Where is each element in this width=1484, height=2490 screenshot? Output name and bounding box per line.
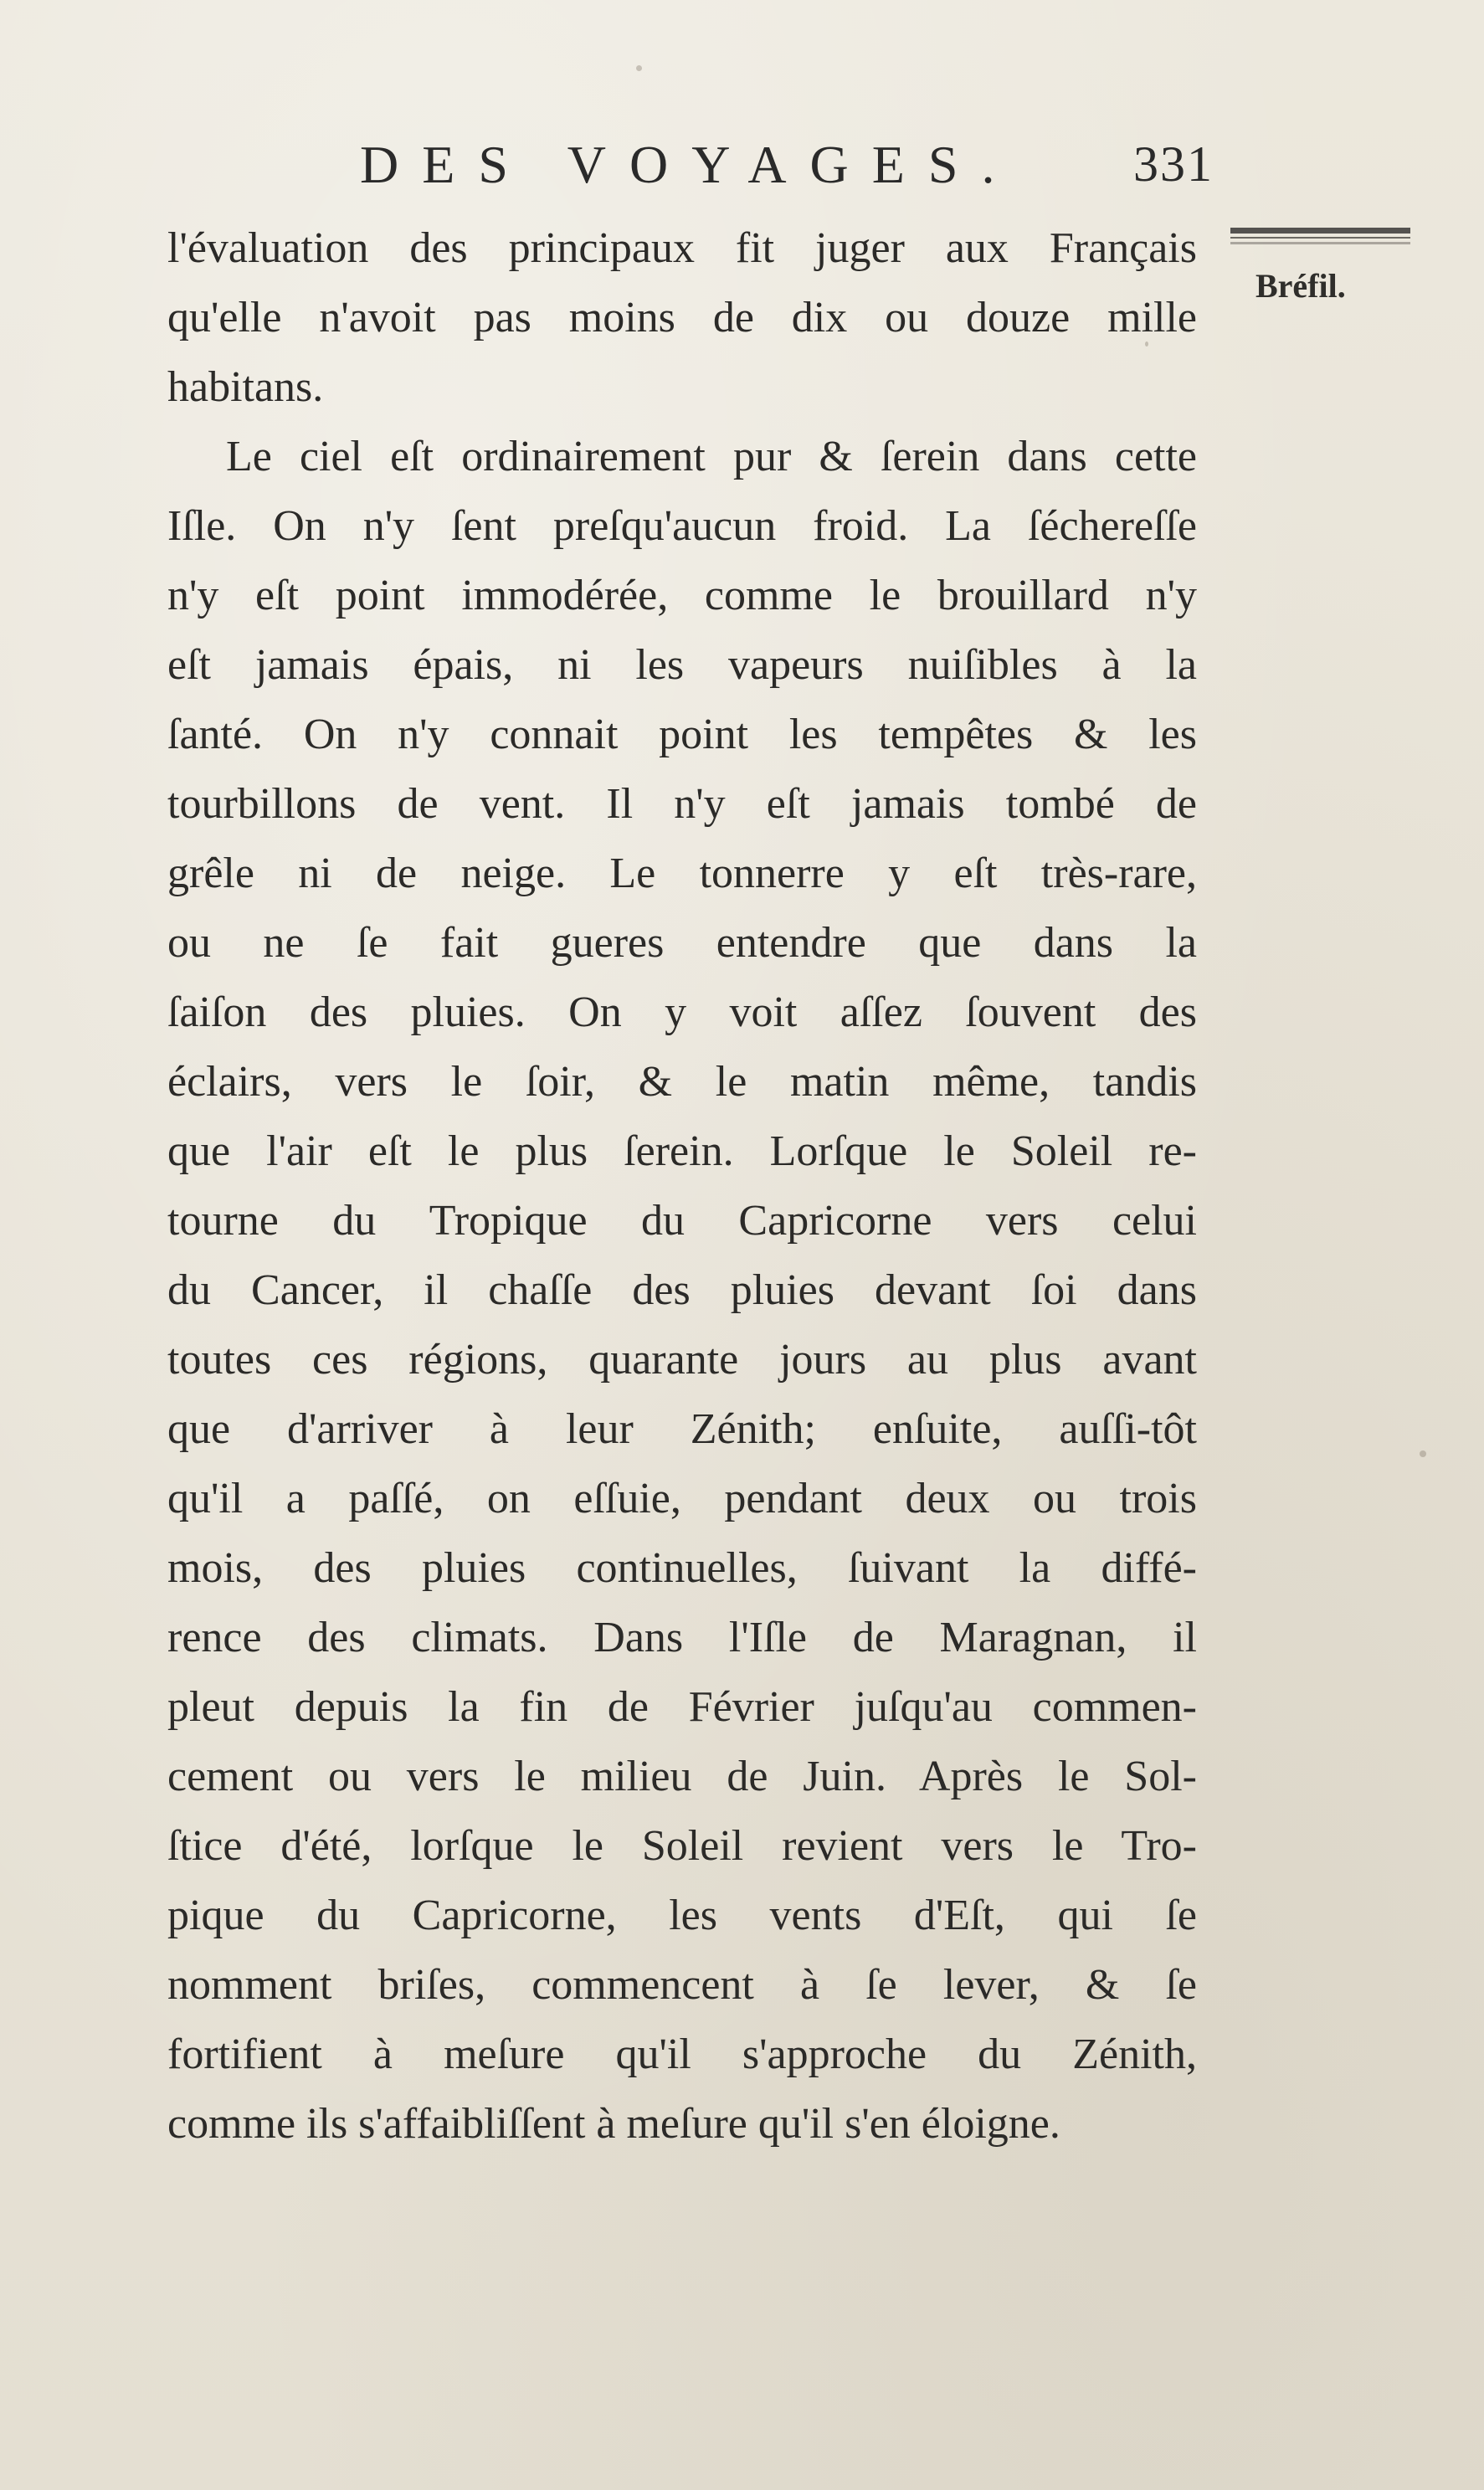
text-line: que l'air eſt le plus ſerein. Lorſque le Soleil re- bbox=[167, 1127, 1197, 1175]
text-line: Le ciel eſt ordinairement pur & ſerein dans cette bbox=[226, 433, 1197, 480]
text-line: ſanté. On n'y connait point les tempêtes & les bbox=[167, 711, 1197, 758]
text-line: grêle ni de neige. Le tonnerre y eſt très-rare, bbox=[167, 850, 1197, 897]
text-line: ou ne ſe fait gueres entendre que dans la bbox=[167, 919, 1197, 967]
text-line: eſt jamais épais, ni les vapeurs nuiſibles à la bbox=[167, 641, 1197, 689]
margin-rule bbox=[1230, 228, 1410, 239]
text-line: ſaiſon des pluies. On y voit aſſez ſouvent des bbox=[167, 988, 1197, 1036]
text-line: cement ou vers le milieu de Juin. Après le Sol- bbox=[167, 1753, 1197, 1800]
page-number: 331 bbox=[1133, 136, 1214, 192]
text-line: pique du Capricorne, les vents d'Eſt, qui ſe bbox=[167, 1892, 1197, 1939]
margin-note: Bréfil. bbox=[1255, 267, 1346, 305]
ink-spot bbox=[1420, 1450, 1426, 1457]
text-line: comme ils s'affaibliſſent à meſure qu'il s'en éloigne. bbox=[167, 2100, 1060, 2148]
text-line: tourne du Tropique du Capricorne vers celui bbox=[167, 1197, 1197, 1245]
text-line: toutes ces régions, quarante jours au plus avant bbox=[167, 1336, 1197, 1384]
ink-spot bbox=[636, 65, 642, 71]
text-line: n'y eſt point immodérée, comme le brouillard n'y bbox=[167, 572, 1197, 619]
text-line: fortifient à meſure qu'il s'approche du Zénith, bbox=[167, 2031, 1197, 2078]
text-line: Iſle. On n'y ſent preſqu'aucun froid. La ſéchereſſe bbox=[167, 502, 1197, 550]
text-line: qu'il a paſſé, on eſſuie, pendant deux ou trois bbox=[167, 1475, 1197, 1522]
page-header bbox=[167, 126, 1214, 218]
text-line: éclairs, vers le ſoir, & le matin même, tandis bbox=[167, 1058, 1197, 1106]
body-text bbox=[167, 213, 1197, 2159]
text-line: pleut depuis la fin de Février juſqu'au commen- bbox=[167, 1683, 1197, 1731]
text-line: l'évaluation des principaux fit juger aux Français bbox=[167, 224, 1197, 272]
text-line: qu'elle n'avoit pas moins de dix ou douze mille bbox=[167, 294, 1197, 341]
text-line: du Cancer, il chaſſe des pluies devant ſoi dans bbox=[167, 1266, 1197, 1314]
text-line: tourbillons de vent. Il n'y eſt jamais tombé de bbox=[167, 780, 1197, 828]
text-line: ſtice d'été, lorſque le Soleil revient vers le Tro- bbox=[167, 1822, 1197, 1870]
text-line: que d'arriver à leur Zénith; enſuite, auſſi-tôt bbox=[167, 1405, 1197, 1453]
text-line: nomment briſes, commencent à ſe lever, & ſe bbox=[167, 1961, 1197, 2009]
text-line: habitans. bbox=[167, 363, 324, 411]
text-line: rence des climats. Dans l'Iſle de Maragnan, il bbox=[167, 1614, 1197, 1661]
text-line: mois, des pluies continuelles, ſuivant la diffé- bbox=[167, 1544, 1197, 1592]
running-title: DES VOYAGES. bbox=[360, 135, 1019, 194]
